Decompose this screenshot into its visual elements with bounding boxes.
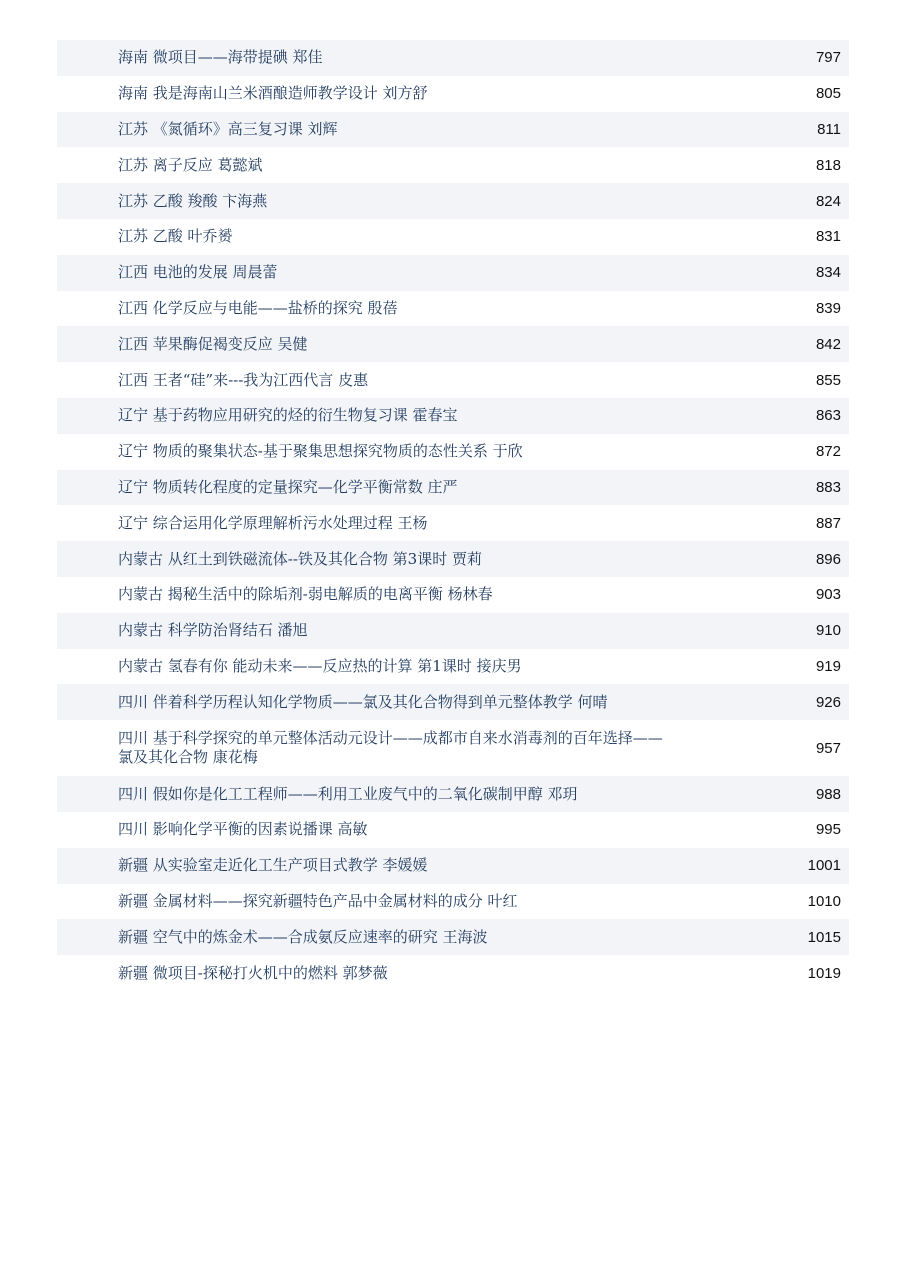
toc-entry-page-number: 811: [817, 120, 841, 138]
toc-entry-page-number: 903: [815, 586, 841, 604]
toc-entry-page-number: 896: [815, 550, 841, 568]
toc-entry-page-number: 957: [815, 739, 841, 757]
toc-entry-title: 江西 苹果酶促褐变反应 吴健: [118, 334, 308, 353]
toc-entry[interactable]: [57, 848, 849, 884]
toc-entry-title: 新疆 从实验室走近化工生产项目式教学 李媛媛: [118, 856, 428, 875]
toc-entry-title: 辽宁 综合运用化学原理解析污水处理过程 王杨: [118, 513, 428, 532]
toc-entry-title: 四川 影响化学平衡的因素说播课 高敏: [118, 820, 368, 839]
toc-entry-page-number: 855: [815, 371, 841, 389]
toc-entry-page-number: 1015: [807, 928, 841, 946]
toc-entry-title: 江西 王者“硅”来---我为江西代言 皮惠: [118, 370, 369, 389]
toc-entry-page-number: 872: [815, 443, 841, 461]
toc-entry[interactable]: [57, 577, 849, 613]
toc-entry[interactable]: [57, 112, 849, 148]
toc-entry-title: 四川 假如你是化工工程师——利用工业废气中的二氧化碳制甲醇 邓玥: [118, 784, 578, 803]
toc-entry[interactable]: [57, 919, 849, 955]
toc-entry[interactable]: [57, 40, 849, 76]
toc-entry[interactable]: [57, 649, 849, 685]
toc-entry-page-number: 1010: [807, 892, 841, 910]
toc-entry-title: 新疆 金属材料——探究新疆特色产品中金属材料的成分 叶红: [118, 891, 518, 910]
toc-entry-page-number: 1019: [807, 964, 841, 982]
toc-entry[interactable]: [57, 255, 849, 291]
toc-entry-title: 内蒙古 从红土到铁磁流体--铁及其化合物 第3课时 贾莉: [118, 549, 482, 568]
toc-entry[interactable]: [57, 720, 849, 776]
toc-entry-title: 海南 微项目——海带提碘 郑佳: [118, 48, 323, 67]
toc-entry-title: 海南 我是海南山兰米酒酿造师教学设计 刘方舒: [118, 84, 428, 103]
toc-entry-page-number: 818: [815, 156, 841, 174]
toc-entry-title: 辽宁 物质转化程度的定量探究—化学平衡常数 庄严: [118, 477, 458, 496]
toc-entry-title: 辽宁 物质的聚集状态-基于聚集思想探究物质的态性关系 于欣: [118, 442, 523, 461]
toc-entry-title: 内蒙古 科学防治肾结石 潘旭: [118, 621, 308, 640]
toc-entry[interactable]: [57, 434, 849, 470]
toc-entry-page-number: 910: [815, 622, 841, 640]
toc-entry-title: 江苏 乙酸 叶乔赟: [118, 227, 233, 246]
toc-entry-title: 江苏 离子反应 葛懿斌: [118, 155, 263, 174]
toc-entry-title: 江西 化学反应与电能——盐桥的探究 殷蓓: [118, 298, 398, 317]
toc-entry-page-number: 1001: [807, 857, 841, 875]
toc-entry-title: 四川 基于科学探究的单元整体活动元设计——成都市自来水消毒剂的百年选择——氯及其化合物 康花梅: [118, 729, 663, 767]
toc-entry[interactable]: [57, 398, 849, 434]
toc-entry[interactable]: [57, 776, 849, 812]
toc-entry-title: 内蒙古 揭秘生活中的除垢剂-弱电解质的电离平衡 杨林春: [118, 585, 493, 604]
toc-entry-title: 四川 伴着科学历程认知化学物质——氯及其化合物得到单元整体教学 何晴: [118, 692, 608, 711]
toc-entry[interactable]: [57, 183, 849, 219]
toc-entry-page-number: 824: [815, 192, 841, 210]
toc-entry-page-number: 797: [815, 49, 841, 67]
toc-entry-page-number: 805: [815, 85, 841, 103]
toc-entry-page-number: 863: [815, 407, 841, 425]
toc-entry-page-number: 834: [815, 264, 841, 282]
toc-entry-title: 新疆 空气中的炼金术——合成氨反应速率的研究 王海波: [118, 927, 488, 946]
toc-entry-page-number: 919: [815, 657, 841, 675]
toc-entry-page-number: 883: [815, 478, 841, 496]
toc-entry[interactable]: [57, 505, 849, 541]
toc-entry-title: 江苏 乙酸 羧酸 卞海燕: [118, 191, 268, 210]
toc-entry[interactable]: [57, 147, 849, 183]
table-of-contents: [57, 40, 849, 991]
toc-entry[interactable]: [57, 326, 849, 362]
toc-entry[interactable]: [57, 470, 849, 506]
toc-entry-title: 新疆 微项目-探秘打火机中的燃料 郭梦薇: [118, 963, 388, 982]
toc-entry-page-number: 995: [815, 821, 841, 839]
toc-entry-page-number: 926: [815, 693, 841, 711]
toc-entry-title: 内蒙古 氢春有你 能动未来——反应热的计算 第1课时 接庆男: [118, 656, 522, 675]
toc-entry[interactable]: [57, 541, 849, 577]
toc-entry[interactable]: [57, 955, 849, 991]
toc-entry-page-number: 842: [815, 335, 841, 353]
toc-entry[interactable]: [57, 884, 849, 920]
toc-entry[interactable]: [57, 613, 849, 649]
toc-entry-title: 江苏 《氮循环》高三复习课 刘辉: [118, 119, 338, 138]
toc-entry-page-number: 887: [815, 514, 841, 532]
toc-entry-page-number: 988: [815, 785, 841, 803]
toc-entry-title: 辽宁 基于药物应用研究的烃的衍生物复习课 霍春宝: [118, 406, 458, 425]
toc-entry[interactable]: [57, 684, 849, 720]
toc-entry[interactable]: [57, 362, 849, 398]
toc-entry-page-number: 839: [815, 299, 841, 317]
toc-entry-page-number: 831: [815, 228, 841, 246]
toc-entry-title: 江西 电池的发展 周晨蕾: [118, 263, 278, 282]
toc-entry[interactable]: [57, 291, 849, 327]
toc-entry[interactable]: [57, 812, 849, 848]
toc-entry[interactable]: [57, 76, 849, 112]
toc-entry[interactable]: [57, 219, 849, 255]
